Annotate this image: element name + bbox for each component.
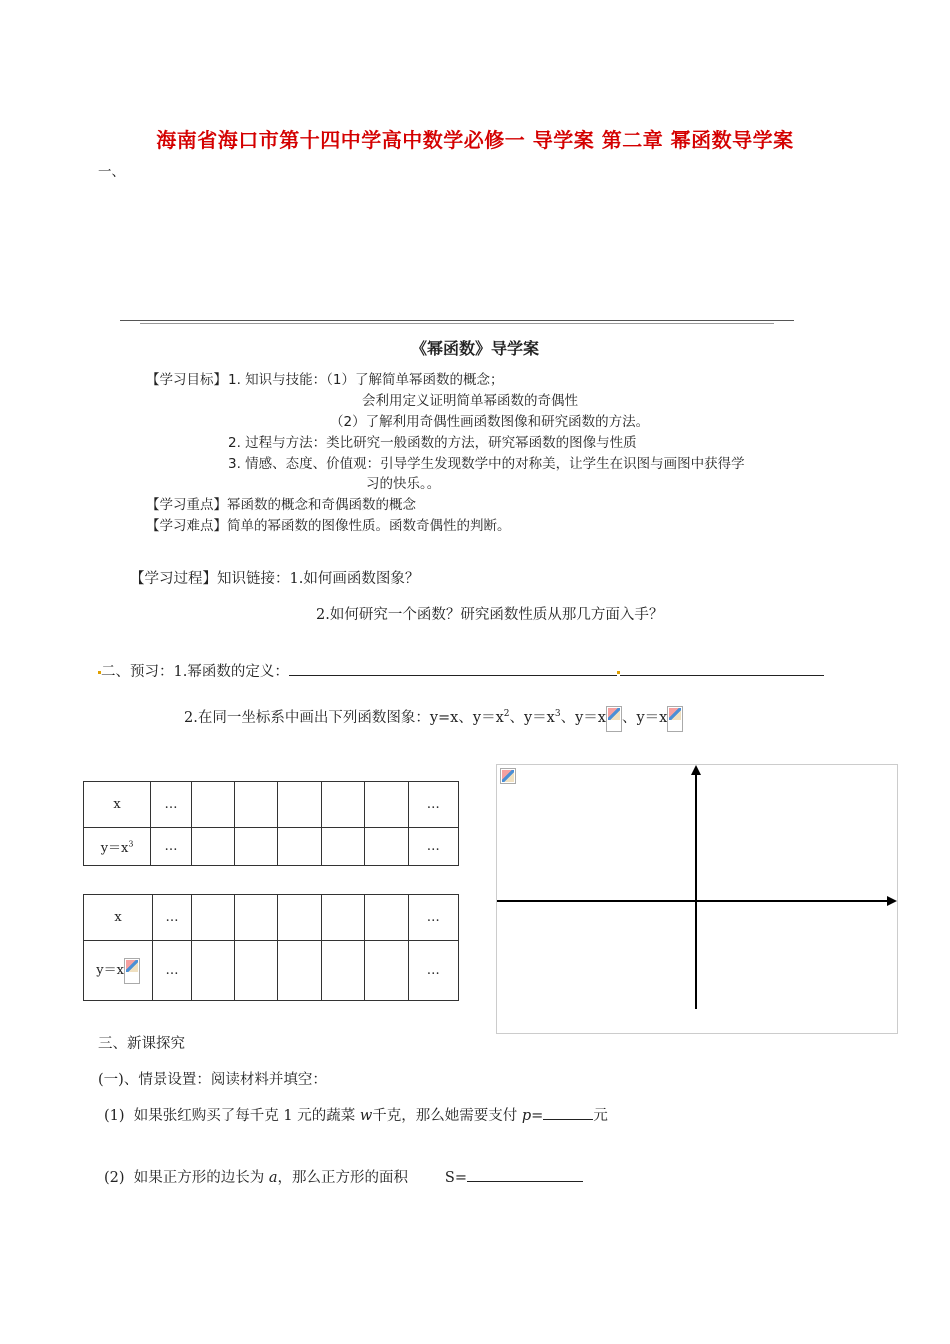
objectives-line3: （2）了解利用奇偶性画函数图像和研究函数的方法。 (330, 414, 650, 430)
definition-blank[interactable] (289, 675, 617, 676)
preview-item1: 1.幂函数的定义： (173, 664, 289, 680)
key-point-label: 【学习重点】 (146, 497, 227, 513)
table-cell[interactable] (278, 941, 321, 1001)
table1-ellipsis: … (151, 782, 192, 828)
table-cell[interactable] (191, 895, 234, 941)
table-cell[interactable] (235, 828, 278, 866)
objectives-line2: 会利用定义证明简单幂函数的奇偶性 (362, 393, 578, 409)
table2-y-label: y＝x (84, 941, 153, 1001)
preview-item2: 2.在同一坐标系中画出下列函数图象：y=x、$y=x^2$、$y=x^3$、y＝x 、y＝x (184, 706, 683, 732)
objectives-line5: 3. 情感、态度、价值观：引导学生发现数学中的对称美，让学生在识图与画图中获得学 (228, 456, 745, 472)
table1-y-label: $y=x^3$ (84, 828, 151, 866)
table-cell[interactable] (235, 895, 278, 941)
difficulty-text: 简单的幂函数的图像性质。函数奇偶性的判断。 (227, 518, 511, 534)
table-cell[interactable] (235, 782, 278, 828)
formula-image-icon (606, 706, 622, 732)
table-cell[interactable] (321, 895, 364, 941)
marker-dot (617, 671, 620, 674)
table1-ellipsis: … (408, 782, 459, 828)
func-4: y＝x (575, 710, 606, 726)
coordinate-plane[interactable] (496, 764, 898, 1034)
table2-ellipsis: … (408, 941, 458, 1001)
objectives-line4: 2. 过程与方法：类比研究一般函数的方法，研究幂函数的图像与性质 (228, 435, 637, 451)
table-cell[interactable] (321, 782, 364, 828)
divider-line-inner (140, 323, 774, 324)
x-axis-arrow (887, 896, 897, 906)
difficulty-label: 【学习难点】 (146, 518, 227, 534)
table1-ellipsis: … (151, 828, 192, 866)
area-blank[interactable] (467, 1181, 583, 1182)
formula-image-icon (667, 706, 683, 732)
table-cell[interactable] (235, 941, 278, 1001)
table-cell[interactable] (191, 828, 234, 866)
func-1: y=x (429, 710, 459, 726)
table2-ellipsis: … (153, 941, 192, 1001)
func-2: y＝x (472, 710, 504, 726)
table-cell[interactable] (365, 895, 408, 941)
table-cell[interactable] (321, 941, 364, 1001)
table2-x-label: x (84, 895, 153, 941)
process-q2: 2.如何研究一个函数？研究函数性质从那几方面入手？ (316, 607, 664, 623)
axes-svg (497, 765, 897, 1033)
table-cell[interactable] (365, 941, 408, 1001)
table2-ellipsis: … (153, 895, 192, 941)
func-2-exp: 2 (503, 709, 510, 720)
table-cell[interactable] (278, 828, 321, 866)
document-title: 海南省海口市第十四中学高中数学必修一 导学案 第二章 幂函数导学案 (156, 128, 794, 152)
guide-title: 《幂函数》导学案 (410, 339, 539, 358)
formula-image-icon (124, 958, 140, 984)
objectives-line1: 1. 知识与技能：（1）了解简单幂函数的概念； (228, 372, 504, 388)
table-cell[interactable] (365, 828, 408, 866)
section-one-label: 一、 (98, 164, 125, 180)
func-3-exp: 3 (554, 709, 561, 720)
payment-blank[interactable] (543, 1119, 593, 1120)
table-cell[interactable] (278, 895, 321, 941)
func-3: y＝x (523, 710, 555, 726)
definition-blank-2[interactable] (620, 675, 824, 676)
question-1: (1) 如果张红购买了每千克 1 元的蔬菜 w千克，那么她需要支付 p= 元 (104, 1108, 608, 1124)
preview-label: 二、预习： (101, 664, 174, 680)
y-axis-arrow (691, 765, 701, 775)
process-label: 【学习过程】 (130, 571, 217, 587)
table2-ellipsis: … (408, 895, 458, 941)
section-three: 三、新课探究 (98, 1036, 185, 1052)
preview-item2-prefix: 2.在同一坐标系中画出下列函数图象： (184, 710, 430, 726)
value-table-1 (83, 781, 459, 866)
table-cell[interactable] (321, 828, 364, 866)
table-cell[interactable] (191, 941, 234, 1001)
question-2: (2) 如果正方形的边长为 a，那么正方形的面积 S= (104, 1166, 583, 1187)
table-cell[interactable] (278, 782, 321, 828)
divider-line (120, 320, 794, 321)
table-cell[interactable] (191, 782, 234, 828)
objectives-line6: 习的快乐。。 (366, 476, 441, 492)
objectives-label: 【学习目标】 (146, 372, 227, 388)
process-q1: 知识链接：1.如何画函数图象？ (217, 571, 420, 587)
situation-heading: (一)、情景设置：阅读材料并填空： (98, 1072, 327, 1088)
key-point-text: 幂函数的概念和奇偶函数的概念 (227, 497, 416, 513)
table1-x-label: x (84, 782, 151, 828)
func-5: y＝x (636, 710, 668, 726)
table-cell[interactable] (365, 782, 408, 828)
value-table-2 (83, 894, 459, 1001)
table1-ellipsis: … (408, 828, 459, 866)
